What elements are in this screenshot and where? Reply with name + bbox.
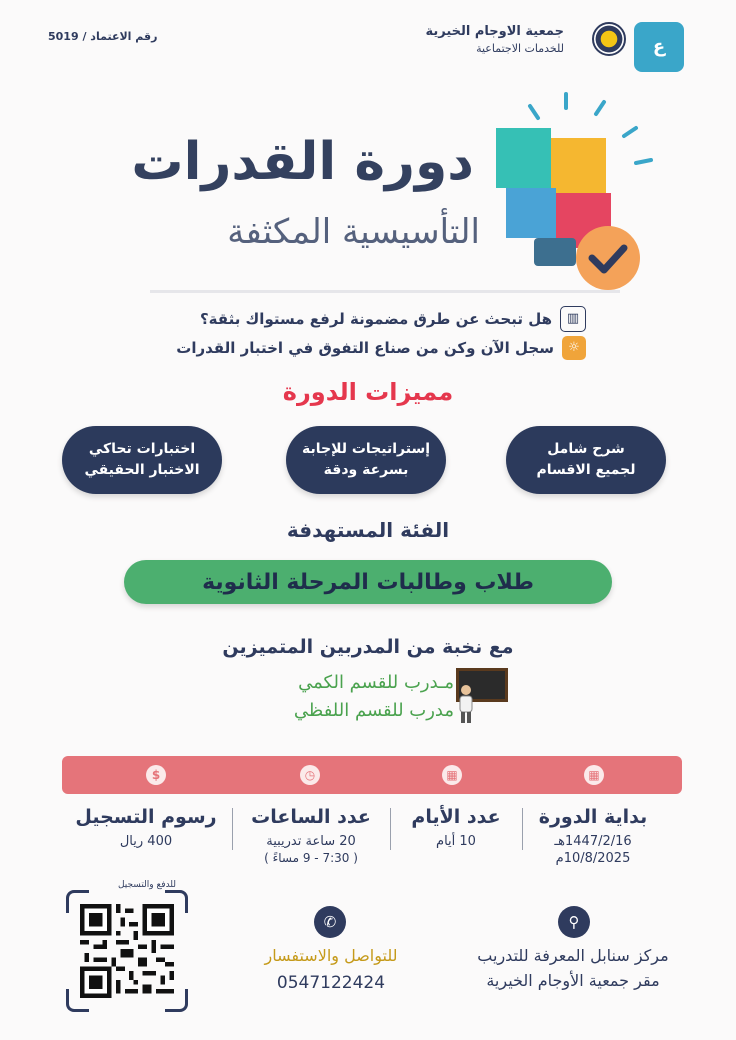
fees-value: 400 ريال — [119, 834, 173, 849]
feature-1-line1: شرح شامل — [547, 441, 625, 457]
feature-pill-1 — [506, 426, 666, 494]
feature-pill-2 — [286, 426, 446, 494]
fees-label: رسوم التسجيل — [75, 806, 217, 828]
start-gregorian: 10/8/2025م — [555, 851, 631, 866]
info-days — [394, 806, 518, 849]
start-label: بداية الدورة — [538, 806, 648, 828]
phone-icon: ✆ — [314, 906, 346, 938]
feature-2-line1: إستراتيجات للإجابة — [301, 441, 431, 457]
lightbulb-icon: ☼ — [562, 336, 586, 360]
trainer-verbal: مدرب للقسم اللفظي — [293, 700, 454, 721]
trainer-quantitative: مـدرب للقسم الكمي — [298, 672, 454, 693]
association-seal — [592, 22, 626, 56]
divider — [150, 290, 620, 293]
puzzle-piece-yellow — [551, 138, 606, 193]
days-value: 10 أيام — [436, 834, 476, 849]
info-start — [526, 806, 660, 866]
column-divider — [390, 808, 391, 850]
calendar-icon: ▦ — [584, 765, 604, 785]
money-hand-icon: $ — [146, 765, 166, 785]
calendar-icon: ▦ — [442, 765, 462, 785]
info-fees — [66, 806, 226, 849]
org-name-line1: جمعية الاوجام الخيرية — [425, 24, 564, 39]
check-badge — [576, 226, 640, 290]
location-pin-icon: ⚲ — [558, 906, 590, 938]
column-divider — [232, 808, 233, 850]
qr-pattern — [80, 904, 174, 998]
start-hijri: 1447/2/16هـ — [554, 834, 632, 849]
hours-value: 20 ساعة تدريبية — [266, 834, 356, 849]
accreditation-number: رقم الاعتماد / 5019 — [48, 30, 158, 43]
column-divider — [522, 808, 523, 850]
feature-3-line2: الاختبار الحقيقي — [84, 462, 200, 478]
hours-time: ( 7:30 - 9 مساءً ) — [264, 851, 358, 865]
chart-icon: ▥ — [560, 306, 586, 332]
qr-code[interactable] — [66, 890, 188, 1012]
days-label: عدد الأيام — [411, 806, 501, 828]
page-title: دورة القدرات — [131, 132, 474, 192]
intro-text-2: سجل الآن وكن من صناع التفوق في اختبار القدرات — [176, 339, 554, 357]
org-logo: ع — [634, 22, 684, 72]
contact-phone[interactable]: 0547122424 — [276, 973, 386, 993]
intro-line-1 — [200, 306, 586, 332]
location-line1: مركز سنابل المعرفة للتدريب — [477, 946, 669, 965]
feature-3-line1: اختبارات تحاكي — [88, 441, 196, 457]
feature-2-line2: بسرعة ودقة — [323, 462, 409, 478]
puzzle-lightbulb-illustration — [486, 88, 666, 298]
features-title: مميزات الدورة — [282, 378, 454, 406]
qr-label: للدفع والتسجيل — [117, 880, 177, 890]
bulb-base — [534, 238, 576, 266]
contact-label: للتواصل والاستفسار — [264, 946, 398, 965]
puzzle-piece-teal — [496, 128, 551, 198]
trainers-title: مع نخبة من المدربين المتميزين — [222, 636, 514, 658]
teacher-icon — [458, 684, 474, 724]
org-name — [384, 24, 564, 55]
contact-block — [236, 946, 426, 993]
puzzle-piece-blue — [506, 188, 556, 238]
info-hours — [236, 806, 386, 865]
feature-pill-3 — [62, 426, 222, 494]
clock-icon: ◷ — [300, 765, 320, 785]
page-subtitle: التأسيسية المكثفة — [227, 212, 480, 252]
feature-1-line2: لجميع الاقسام — [536, 462, 636, 478]
org-name-line2: للخدمات الاجتماعية — [476, 42, 564, 55]
intro-line-2 — [176, 336, 586, 360]
intro-text-1: هل تبحث عن طرق مضمونة لرفع مستواك بثقة؟ — [199, 310, 552, 328]
target-audience-title: الفئة المستهدفة — [286, 518, 450, 542]
target-audience-pill: طلاب وطالبات المرحلة الثانوية — [124, 560, 612, 604]
hours-label: عدد الساعات — [251, 806, 371, 828]
location-block — [460, 946, 686, 990]
location-line2: مقر جمعية الأوجام الخيرية — [486, 971, 660, 990]
